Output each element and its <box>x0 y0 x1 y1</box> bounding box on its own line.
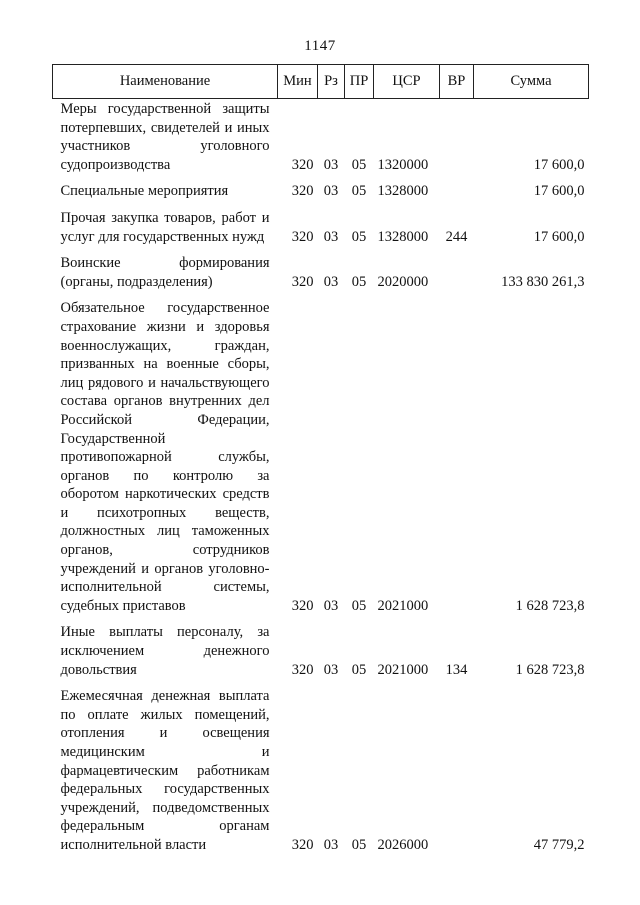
table-row <box>53 293 589 617</box>
row-csr: 1328000 <box>377 183 429 200</box>
row-rz: 03 <box>323 273 339 290</box>
table-row <box>53 99 589 177</box>
row-sum: 1 628 723,8 <box>515 661 585 678</box>
row-sum: 47 779,2 <box>533 836 585 853</box>
row-rz: 03 <box>323 183 339 200</box>
row-sum: 133 830 261,3 <box>501 273 585 290</box>
row-pr: 05 <box>351 156 367 173</box>
row-min: 320 <box>291 228 314 245</box>
row-pr: 05 <box>351 273 367 290</box>
header-rz: Рз <box>318 65 345 99</box>
budget-table <box>52 64 589 857</box>
row-vr <box>440 248 474 293</box>
row-csr: 2026000 <box>377 836 429 853</box>
row-name: Меры государственной защиты потерпевших, свидетелей и иных участников уголовного судопроизводства <box>60 101 270 173</box>
table-row <box>53 176 589 203</box>
row-sum: 17 600,0 <box>533 156 585 173</box>
row-pr: 05 <box>351 183 367 200</box>
page-number: 1147 <box>304 38 336 54</box>
row-rz: 03 <box>323 597 339 614</box>
row-min: 320 <box>291 597 314 614</box>
row-min: 320 <box>291 836 314 853</box>
row-min: 320 <box>291 183 314 200</box>
table-header <box>53 65 589 99</box>
row-sum: 17 600,0 <box>533 228 585 245</box>
row-vr <box>440 99 474 177</box>
row-name: Специальные мероприятия <box>60 183 229 200</box>
row-vr <box>440 681 474 856</box>
table-row <box>53 248 589 293</box>
row-csr: 1328000 <box>377 228 429 245</box>
row-name: Обязательное государственное страхование жизни и здоровья военнослужащих, граждан, призванных на военные сборы, лиц рядового и начальствующего состава органов внутренних дел Российской Федерации, Государственной противопожарной службы, органов по контролю за оборотом наркотических средств и психотропных веществ, должностных лиц таможенных органов, сотрудников учреждений и органов уголовно-исполнительной системы, судебных приставов <box>60 300 270 614</box>
header-csr: ЦСР <box>374 65 440 99</box>
row-name: Прочая закупка товаров, работ и услуг для государственных нужд <box>60 209 270 245</box>
row-csr: 1320000 <box>377 156 429 173</box>
row-pr: 05 <box>351 228 367 245</box>
table-row <box>53 681 589 856</box>
row-name: Ежемесячная денежная выплата по оплате жилых помещений, отопления и освещения медицинским и фармацевтическим работникам федеральных государственных учреждений, подведомственных федеральным органам исполнительной власти <box>60 688 270 853</box>
row-min: 320 <box>291 273 314 290</box>
row-pr: 05 <box>351 661 367 678</box>
table-row <box>53 203 589 248</box>
row-min: 320 <box>291 661 314 678</box>
row-vr: 244 <box>445 228 468 245</box>
row-vr <box>440 293 474 617</box>
row-csr: 2021000 <box>377 661 429 678</box>
header-sum: Сумма <box>474 65 589 99</box>
header-name: Наименование <box>53 65 278 99</box>
row-sum: 1 628 723,8 <box>515 597 585 614</box>
row-csr: 2020000 <box>377 273 429 290</box>
row-sum: 17 600,0 <box>533 183 585 200</box>
row-name: Воинские формирования (органы, подразделения) <box>60 255 270 290</box>
row-min: 320 <box>291 156 314 173</box>
table-row <box>53 617 589 681</box>
header-vr: ВР <box>440 65 474 99</box>
row-vr <box>440 176 474 203</box>
row-vr: 134 <box>445 661 468 678</box>
header-min: Мин <box>278 65 318 99</box>
row-name: Иные выплаты персоналу, за исключением денежного довольствия <box>60 624 270 678</box>
budget-table-container <box>52 64 588 857</box>
row-rz: 03 <box>323 661 339 678</box>
row-rz: 03 <box>323 156 339 173</box>
row-pr: 05 <box>351 836 367 853</box>
row-pr: 05 <box>351 597 367 614</box>
row-csr: 2021000 <box>377 597 429 614</box>
row-rz: 03 <box>323 836 339 853</box>
row-rz: 03 <box>323 228 339 245</box>
header-pr: ПР <box>345 65 374 99</box>
